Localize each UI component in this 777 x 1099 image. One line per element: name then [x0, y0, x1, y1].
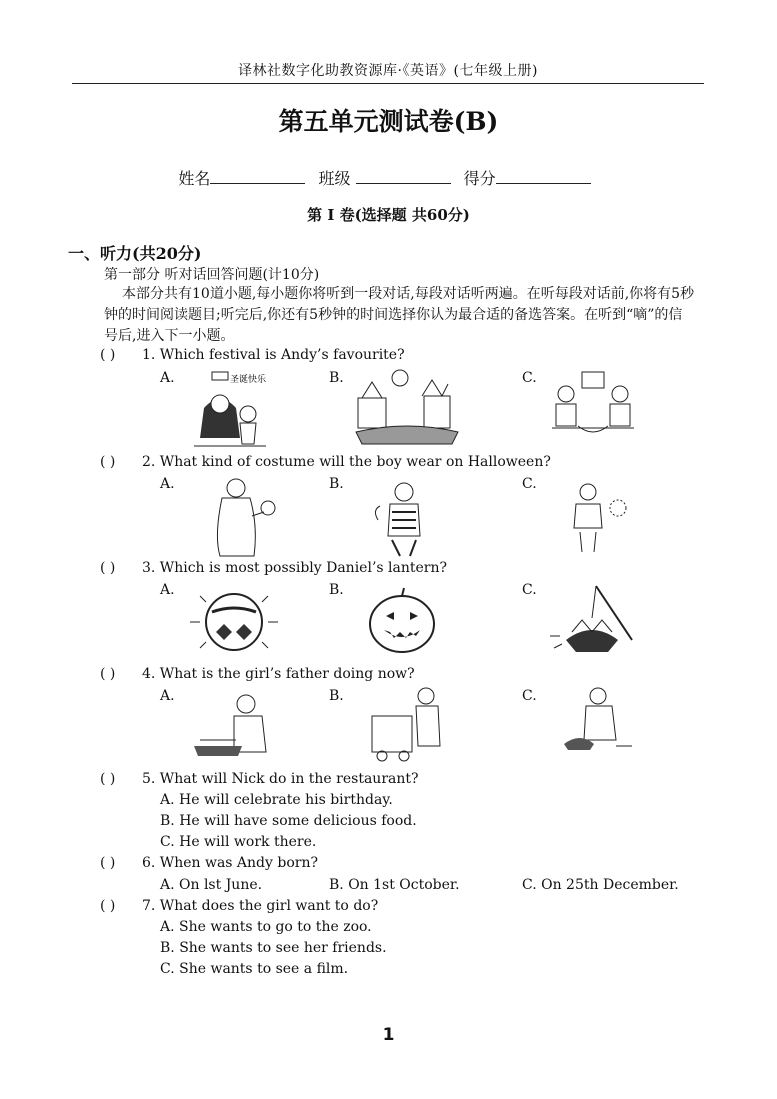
question-text: 2. What kind of costume will the boy wear on Halloween?	[142, 454, 551, 470]
lotus-lantern-picture	[546, 580, 640, 660]
score-field[interactable]	[496, 169, 591, 184]
father-cooking-picture	[190, 690, 282, 762]
option-a: A. On lst June.	[160, 877, 263, 893]
class-field[interactable]	[356, 169, 451, 184]
father-car-picture	[368, 686, 450, 764]
question-text: 5. What will Nick do in the restaurant?	[142, 771, 419, 787]
class-label: 班级	[318, 169, 351, 188]
question-text: 1. Which festival is Andy’s favourite?	[142, 347, 405, 363]
tiger-costume-picture	[370, 480, 440, 558]
option-b: B.	[329, 370, 344, 386]
part-heading: 第 I 卷(选择题 共60分)	[307, 206, 470, 224]
option-b: B.	[329, 688, 344, 704]
question-text: 3. Which is most possibly Daniel’s lantern?	[142, 560, 447, 576]
question-7	[100, 898, 378, 914]
question-6	[100, 855, 318, 871]
question-text: 4. What is the girl’s father doing now?	[142, 666, 415, 682]
name-field[interactable]	[210, 169, 305, 184]
option-c: C.	[522, 476, 537, 492]
option-b: B. On 1st October.	[329, 877, 460, 893]
round-lantern-picture	[186, 586, 282, 658]
option-c: C. He will work there.	[160, 834, 317, 850]
answer-bracket[interactable]: ( )	[100, 771, 116, 787]
question-1	[100, 347, 405, 363]
pumpkin-costume-picture	[566, 480, 630, 556]
option-a: A. He will celebrate his birthday.	[160, 792, 393, 808]
subsection-heading: 第一部分 听对话回答问题(计10分)	[104, 267, 320, 283]
option-b: B.	[329, 476, 344, 492]
name-label: 姓名	[178, 169, 211, 188]
score-label: 得分	[463, 169, 496, 188]
header-divider	[72, 83, 704, 84]
option-a: A.	[160, 582, 175, 598]
question-text: 7. What does the girl want to do?	[142, 898, 379, 914]
father-gardening-picture	[560, 686, 636, 756]
page-header: 译林社数字化助教资源库·《英语》(七年级上册)	[238, 63, 538, 79]
option-a: A.	[160, 688, 175, 704]
option-a: A. She wants to go to the zoo.	[160, 919, 372, 935]
instructions: 本部分共有10道小题,每小题你将听到一段对话,每段对话听两遍。在听每段对话前,你将有5秒钟的时间阅读题目;听完后,你还有5秒钟的时间选择你认为最合适的备选答案。在听到“嘀”的信号后,进入下一小题。	[104, 286, 695, 344]
option-c: C.	[522, 688, 537, 704]
question-text: 6. When was Andy born?	[142, 855, 318, 871]
christmas-picture	[190, 368, 270, 450]
ghost-costume-picture	[208, 476, 280, 558]
option-b: B. He will have some delicious food.	[160, 813, 417, 829]
mid-autumn-picture	[352, 368, 462, 448]
question-5	[100, 771, 419, 787]
page-title: 第五单元测试卷(B)	[278, 107, 499, 136]
option-b: B.	[329, 582, 344, 598]
family-dinner-picture	[548, 368, 638, 440]
option-c: C. She wants to see a film.	[160, 961, 349, 977]
option-a: A.	[160, 370, 175, 386]
page-number: 1	[382, 1025, 395, 1045]
question-2	[100, 454, 551, 470]
option-c: C.	[522, 582, 537, 598]
answer-bracket[interactable]: ( )	[100, 560, 116, 576]
answer-bracket[interactable]: ( )	[100, 898, 116, 914]
picture-caption: 圣诞快乐	[230, 375, 267, 385]
answer-bracket[interactable]: ( )	[100, 347, 116, 363]
answer-bracket[interactable]: ( )	[100, 855, 116, 871]
option-c: C.	[522, 370, 537, 386]
student-info	[0, 166, 777, 189]
answer-bracket[interactable]: ( )	[100, 666, 116, 682]
answer-bracket[interactable]: ( )	[100, 454, 116, 470]
option-b: B. She wants to see her friends.	[160, 940, 387, 956]
section-heading: 一、听力(共20分)	[68, 244, 202, 263]
option-a: A.	[160, 476, 175, 492]
pumpkin-lantern-picture	[362, 584, 442, 656]
question-4	[100, 666, 415, 682]
question-3	[100, 560, 447, 576]
option-c: C. On 25th December.	[522, 877, 679, 893]
